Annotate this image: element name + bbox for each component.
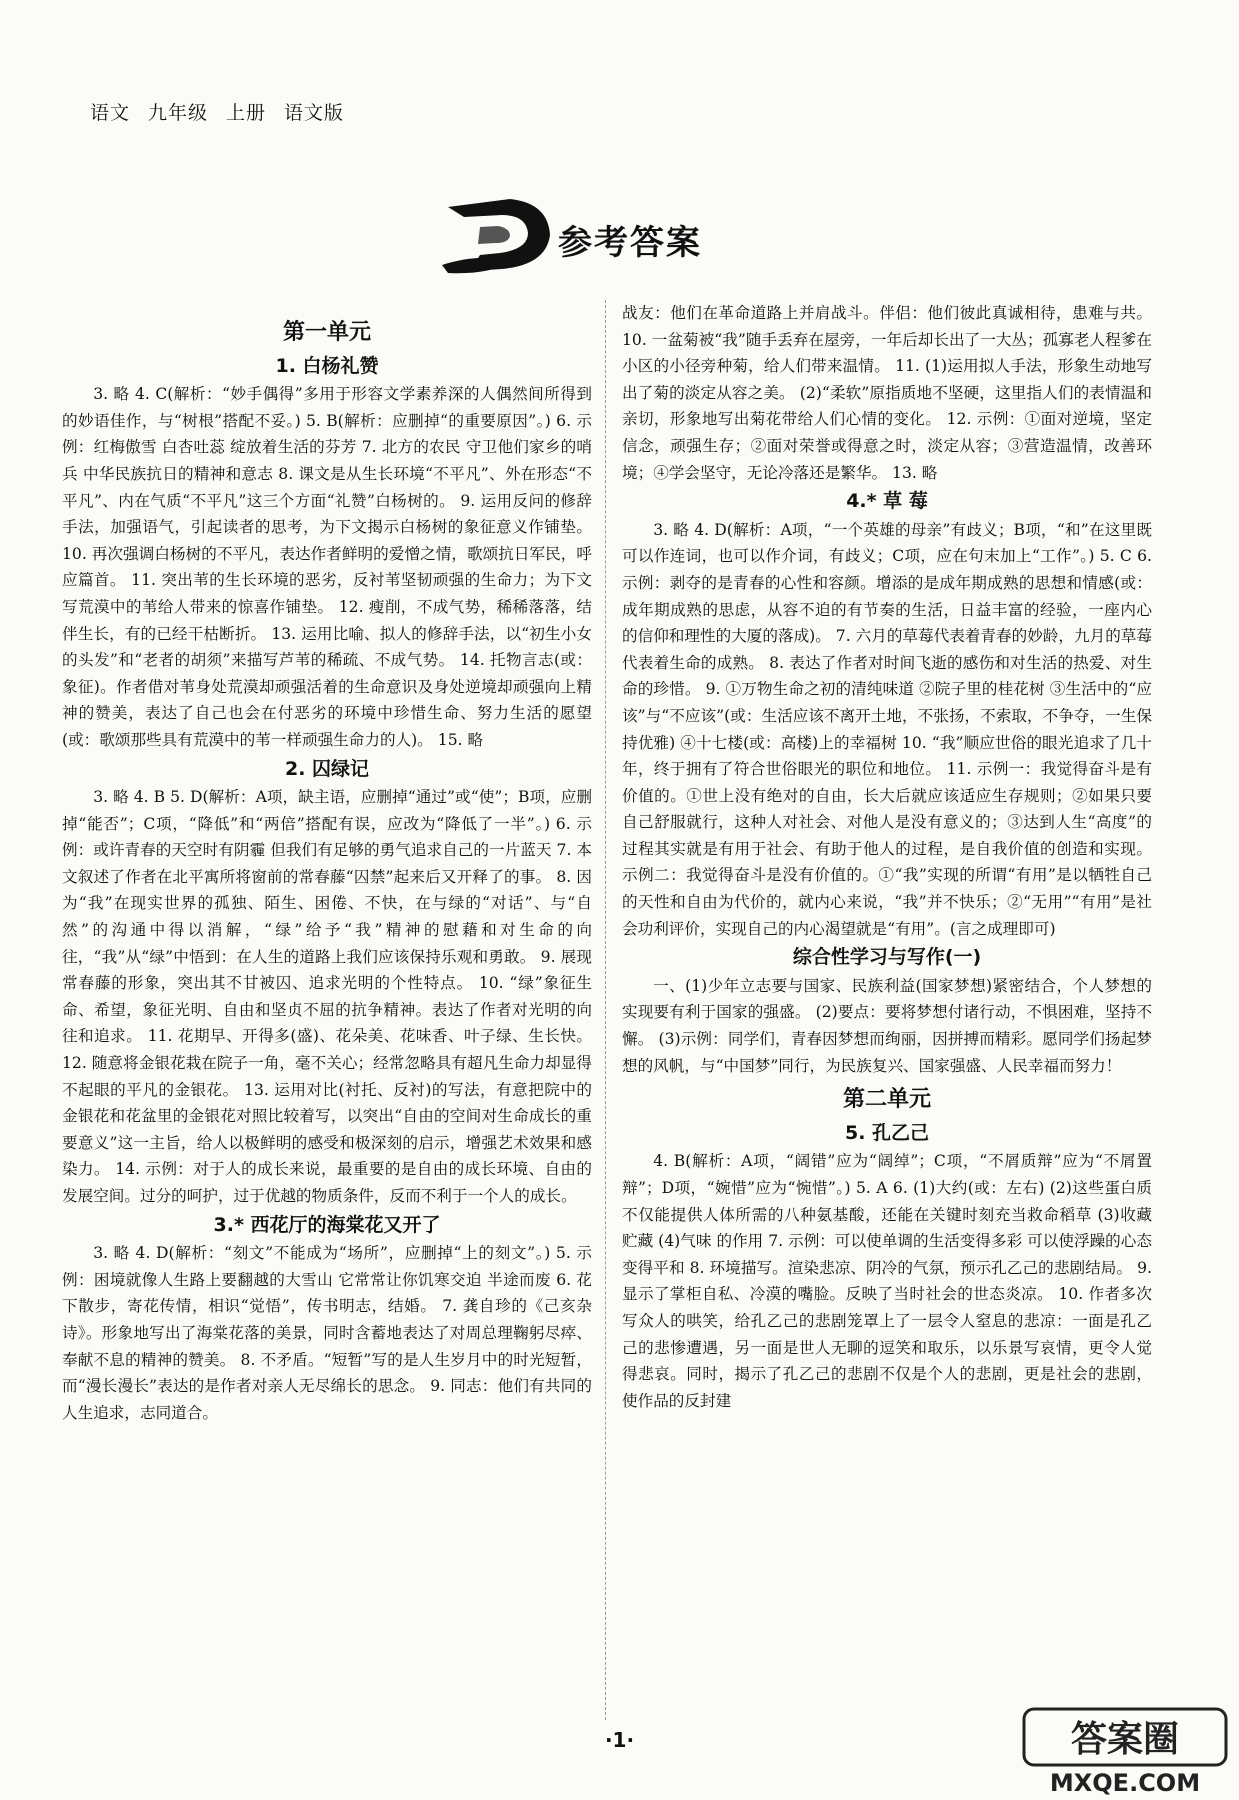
unit-title: 第二单元 [842, 1087, 931, 1113]
answer-paragraph: 3. 略 4. D(解析：“刻文”不能成为“场所”，应删掉“上的刻文”。) 5. 示例：困境就像人生路上要翻越的大雪山 它常常让你饥寒交迫 半途而废 6. 花下散步，寄花传情，相识“觉悟”，传书明志，结婚。 7. 龚自珍的《己亥杂诗》。形象地写出了海棠花落的美景，同时含蓄地表达了对周总理鞠躬尽瘁、奉献不息的精神的赞美。 8. 不矛盾。“短暂”写的是人生岁月中的时光短暂，而“漫长漫长”表达的是作者对亲人无尽绵长的思念。 9. 同志：他们有共同的人生追求，志同道合。 [62, 1244, 592, 1422]
column-divider [605, 300, 606, 1720]
section-title: 1. 白杨礼赞 [275, 354, 379, 377]
unit-title: 第一单元 [282, 320, 371, 345]
watermark-url: MXQE.COM [1049, 1769, 1201, 1797]
answer-paragraph: 4. B(解析：A项，“阔错”应为“阔绰”；C项，“不屑质辩”应为“不屑置辩”；D项，“婉惜”应为“惋惜”。) 5. A 6. (1)大约(或：左右) (2)这些蛋白质不仅能提供人体所需的八种氨基酸，还能在关键时刻充当救命稻草 (3)收藏 贮藏 (4)气味 的作用 7. 示例：可以使单调的生活变得多彩 可以使浮躁的心态变得平和 8. 环境描写。渲染悲凉、阴冷的气氛，预示孔乙己的悲剧结局。 9. 显示了掌柜自私、冷漠的嘴脸。反映了当时社会的世态炎凉。 10. 作者多次写众人的哄笑，给孔乙己的悲剧笼罩上了一层令人窒息的悲凉：一面是孔乙己的悲惨遭遇，另一面是世人无聊的逗笑和取乐，以乐景写哀情，更令人觉得悲哀。同时，揭示了孔乙己的悲剧不仅是个人的悲剧，更是社会的悲剧，使作品的反封建 [622, 1152, 1152, 1410]
answer-paragraph: 3. 略 4. C(解析：“妙手偶得”多用于形容文学素养深的人偶然间所得到的妙语佳作，与“树根”搭配不妥。) 5. B(解析：应删掉“的重要原因”。) 6. 示例：红梅傲雪 白杏吐蕊 绽放着生活的芬芳 7. 北方的农民 守卫他们家乡的哨兵 中华民族抗日的精神和意志 8. 课文是从生长环境“不平凡”、外在形态“不平凡”、内在气质“不平凡”这三个方面“礼赞”白杨树的。 9. 运用反问的修辞手法，加强语气，引起读者的思考，为下文揭示白杨树的象征意义作铺垫。 10. 再次强调白杨树的不平凡，表达作者鲜明的爱憎之情，歌颂抗日军民，呼应篇首。 11. 突出苇的生长环境的恶劣，反衬苇坚韧顽强的生命力；为下文写荒漠中的苇给人带来的惊喜作铺垫。 12. 瘦削，不成气势，稀稀落落，结伴生长，有的已经干枯断折。 13. 运用比喻、拟人的修辞手法，以“初生小女的头发”和“老者的胡须”来描写芦苇的稀疏、不成气势。 14. 托物言志(或：象征)。作者借对苇身处荒漠却顽强活着的生命意识及身处逆境却顽强向上精神的赞美，表达了自己也会在付恶劣的环境中珍惜生命、努力生活的愿望(或：歌颂那些具有荒漠中的苇一样顽强生命力的人)。 15. 略 [62, 385, 592, 749]
header-grade: 九年级 [148, 102, 209, 124]
header-edition: 语文版 [284, 102, 345, 124]
answer-paragraph: 一、(1)少年立志要与国家、民族利益(国家梦想)紧密结合，个人梦想的实现要有利于国家的强盛。 (2)要点：要将梦想付诸行动，不惧困难，坚持不懈。 (3)示例：同学们，青春因梦想而绚丽，因拼搏而精彩。愿同学们扬起梦想的风帆，与“中国梦”同行，为民族复兴、国家强盛、人民幸福而努力！ [622, 976, 1152, 1075]
section-title: 综合性学习与写作(一) [792, 946, 982, 969]
header-subject: 语文 [90, 102, 131, 124]
banner-logo-icon [440, 195, 560, 275]
header-volume: 上册 [226, 102, 267, 124]
answer-paragraph: 3. 略 4. D(解析：A项，“一个英雄的母亲”有歧义；B项，“和”在这里既可以作连词，也可以作介词，有歧义；C项，应在句末加上“工作”。) 5. C 6. 示例：剥夺的是青春的心性和容颜。增添的是成年期成熟的思想和情感(或：成年期成熟的思虑，从容不迫的有节奏的生活，日益丰富的经验，一座内心的信仰和理性的大厦的落成)。 7. 六月的草莓代表着青春的妙龄，九月的草莓代表着生命的成熟。 8. 表达了作者对时间飞逝的感伤和对生活的热爱、对生命的珍惜。 9. ①万物生命之初的清纯味道 ②院子里的桂花树 ③生活中的“应该”与“不应该”(或：生活应该不离开土地，不张扬，不索取，不争夺，一生保持优雅) ④十七楼(或：高楼)上的幸福树 10. “我”顺应世俗的眼光追求了几十年，终于拥有了符合世俗眼光的职位和地位。 11. 示例一：我觉得奋斗是有价值的。①世上没有绝对的自由，长大后就应该适应生存规则；②如果只要自己舒服就行，这种人对社会、对他人是没有意义的；③达到人生“高度”的过程其实就是有用于社会、有助于他人的过程，是自我价值的创造和实现。 示例二：我觉得奋斗是没有价值的。①“我”实现的所谓“有用”是以牺牲自己的天性和自由为代价的，就内心来说，“我”并不快乐；②“无用”“有用”是社会功利评价，实现自己的内心渴望就是“有用”。(言之成理即可) [622, 520, 1152, 938]
watermark-text: 答案圈 [1070, 1719, 1180, 1760]
section-title: 5. 孔乙己 [844, 1121, 930, 1144]
section-title: 4.* 草 莓 [846, 490, 928, 513]
answer-paragraph: 战友：他们在革命道路上并肩战斗。伴侣：他们彼此真诚相待，患难与共。 10. 一盆菊被“我”随手丢弃在屋旁，一年后却长出了一大丛；孤寡老人程爹在小区的小径旁种菊，给人们带来温情。 11. (1)运用拟人手法，形象生动地写出了菊的淡定从容之美。 (2)“柔软”原指质地不坚硬，这里指人们的表情温和亲切，形象地写出菊花带给人们心情的变化。 12. 示例：①面对逆境，坚定信念，顽强生存；②面对荣誉或得意之时，淡定从容；③营造温情，改善环境；④学会坚守，无论冷落还是繁华。 13. 略 [622, 304, 1152, 482]
left-column [62, 312, 592, 1712]
right-column [622, 300, 1152, 1700]
page-number: ·1· [604, 1728, 635, 1752]
section-title: 3.* 西花厅的海棠花又开了 [213, 1213, 441, 1236]
section-title: 2. 囚绿记 [284, 757, 370, 780]
answer-banner [440, 195, 780, 275]
page-header [90, 98, 344, 125]
answer-paragraph: 3. 略 4. B 5. D(解析：A项，缺主语，应删掉“通过”或“使”；B项，应删掉“能否”；C项，“降低”和“两倍”搭配有误，应改为“降低了一半”。) 6. 示例：或许青春的天空时有阴霾 但我们有足够的勇气追求自己的一片蓝天 7. 本文叙述了作者在北平寓所将窗前的常春藤“囚禁”起来后又开释了的事。 8. 因为“我”在现实世界的孤独、陌生、困倦、不快，在与绿的“对话”、与“自然”的沟通中得以消解，“绿”给予“我”精神的慰藉和对生命的向往，“我”从“绿”中悟到：在人生的道路上我们应该保持乐观和勇敢。 9. 展现常春藤的形象，突出其不甘被囚、追求光明的个性特点。 10. “绿”象征生命、希望，象征光明、自由和坚贞不屈的抗争精神。表达了作者对光明的向往和追求。 11. 花期早、开得多(盛)、花朵美、花味香、叶子绿、生长快。 12. 随意将金银花栽在院子一角，毫不关心；经常忽略具有超凡生命力却显得不起眼的平凡的金银花。 13. 运用对比(衬托、反衬)的写法，有意把院中的金银花和花盆里的金银花对照比较着写，以突出“自由的空间对生命成长的重要意义”这一主旨，给人以极鲜明的感受和极深刻的启示，增强艺术效果和感染力。 14. 示例：对于人的成长来说，最重要的是自由的成长环境、自由的发展空间。过分的呵护，过于优越的物质条件，反而不利于一个人的成长。 [62, 788, 592, 1205]
banner-title: 参考答案 [558, 223, 702, 263]
watermark-logo-icon [1020, 1705, 1230, 1797]
